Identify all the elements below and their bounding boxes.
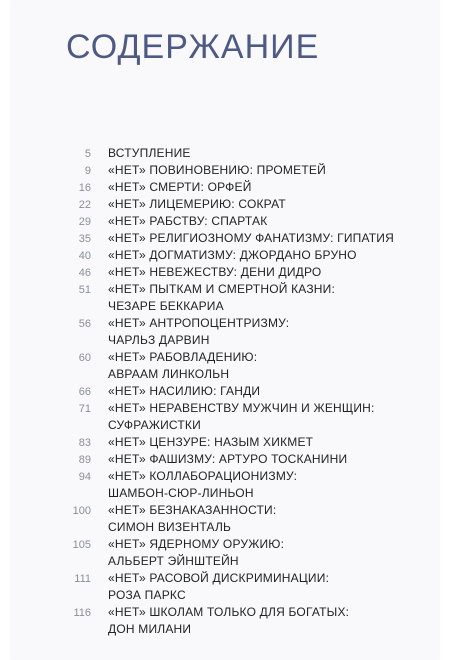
toc-page-number: 40 [78,250,91,262]
toc-entry [11,247,439,264]
toc-entry [11,468,439,502]
toc-entry [11,570,439,604]
toc-entry [11,230,439,247]
page-title: СОДЕРЖАНИЕ [66,28,320,66]
toc-page-number: 83 [78,437,91,449]
toc-entry-title: «НЕТ» СМЕРТИ: ОРФЕЙ [108,180,252,194]
toc-page-number: 9 [84,165,91,177]
table-of-contents [11,145,439,638]
toc-page-number: 66 [78,386,91,398]
toc-entry-title: «НЕТ» НЕРАВЕНСТВУ МУЖЧИН И ЖЕНЩИН: СУФРАЖИСТКИ [108,401,375,432]
toc-entry [11,213,439,230]
toc-entry [11,434,439,451]
toc-page-number: 116 [73,607,91,619]
toc-entry-title: ВСТУПЛЕНИЕ [108,146,191,160]
toc-entry [11,264,439,281]
toc-entry-title: «НЕТ» КОЛЛАБОРАЦИОНИЗМУ: ШАМБОН-СЮР-ЛИНЬОН [108,469,298,500]
toc-entry [11,196,439,213]
toc-page-number: 51 [78,284,91,296]
toc-page-number: 46 [78,267,91,279]
book-page [11,0,439,660]
toc-page-number: 35 [78,233,91,245]
toc-entry [11,451,439,468]
toc-page-number: 22 [78,199,91,211]
toc-entry-title: «НЕТ» РАБСТВУ: СПАРТАК [108,214,268,228]
toc-page-number: 29 [78,216,91,228]
toc-entry [11,162,439,179]
toc-entry-title: «НЕТ» БЕЗНАКАЗАННОСТИ: СИМОН ВИЗЕНТАЛЬ [108,503,277,534]
toc-entry-title: «НЕТ» ЛИЦЕМЕРИЮ: СОКРАТ [108,197,286,211]
toc-page-number: 111 [74,573,91,585]
toc-entry [11,281,439,315]
toc-entry [11,536,439,570]
toc-page-number: 94 [78,471,91,483]
toc-page-number: 56 [78,318,91,330]
toc-page-number: 100 [72,505,91,517]
toc-page-number: 105 [72,539,91,551]
toc-entry-title: «НЕТ» ЯДЕРНОМУ ОРУЖИЮ: АЛЬБЕРТ ЭЙНШТЕЙН [108,537,285,568]
toc-entry [11,400,439,434]
toc-entry-title: «НЕТ» АНТРОПОЦЕНТРИЗМУ: ЧАРЛЬЗ ДАРВИН [108,316,290,347]
toc-entry-title: «НЕТ» ШКОЛАМ ТОЛЬКО ДЛЯ БОГАТЫХ: ДОН МИЛАНИ [108,605,350,636]
toc-entry [11,604,439,638]
toc-entry-title: «НЕТ» РЕЛИГИОЗНОМУ ФАНАТИЗМУ: ГИПАТИЯ [108,231,394,245]
toc-entry-title: «НЕТ» НЕВЕЖЕСТВУ: ДЕНИ ДИДРО [108,265,322,279]
toc-page-number: 5 [84,148,91,160]
toc-page-number: 16 [78,182,91,194]
toc-entry-title: «НЕТ» ДОГМАТИЗМУ: ДЖОРДАНО БРУНО [108,248,357,262]
toc-entry-title: «НЕТ» РАСОВОЙ ДИСКРИМИНАЦИИ: РОЗА ПАРКС [108,571,330,602]
toc-entry [11,349,439,383]
toc-entry [11,179,439,196]
toc-page-number: 89 [78,454,91,466]
toc-entry-title: «НЕТ» ЦЕНЗУРЕ: НАЗЫМ ХИКМЕТ [108,435,314,449]
toc-entry-title: «НЕТ» РАБОВЛАДЕНИЮ: АВРААМ ЛИНКОЛЬН [108,350,258,381]
toc-entry-title: «НЕТ» ФАШИЗМУ: АРТУРО ТОСКАНИНИ [108,452,348,466]
toc-page-number: 60 [78,352,91,364]
toc-entry-title: «НЕТ» НАСИЛИЮ: ГАНДИ [108,384,261,398]
toc-entry [11,145,439,162]
toc-page-number: 71 [78,403,91,415]
toc-entry-title: «НЕТ» ПЫТКАМ И СМЕРТНОЙ КАЗНИ: ЧЕЗАРЕ БЕККАРИА [108,282,336,313]
toc-entry [11,502,439,536]
toc-entry [11,383,439,400]
toc-entry-title: «НЕТ» ПОВИНОВЕНИЮ: ПРОМЕТЕЙ [108,163,326,177]
toc-entry [11,315,439,349]
